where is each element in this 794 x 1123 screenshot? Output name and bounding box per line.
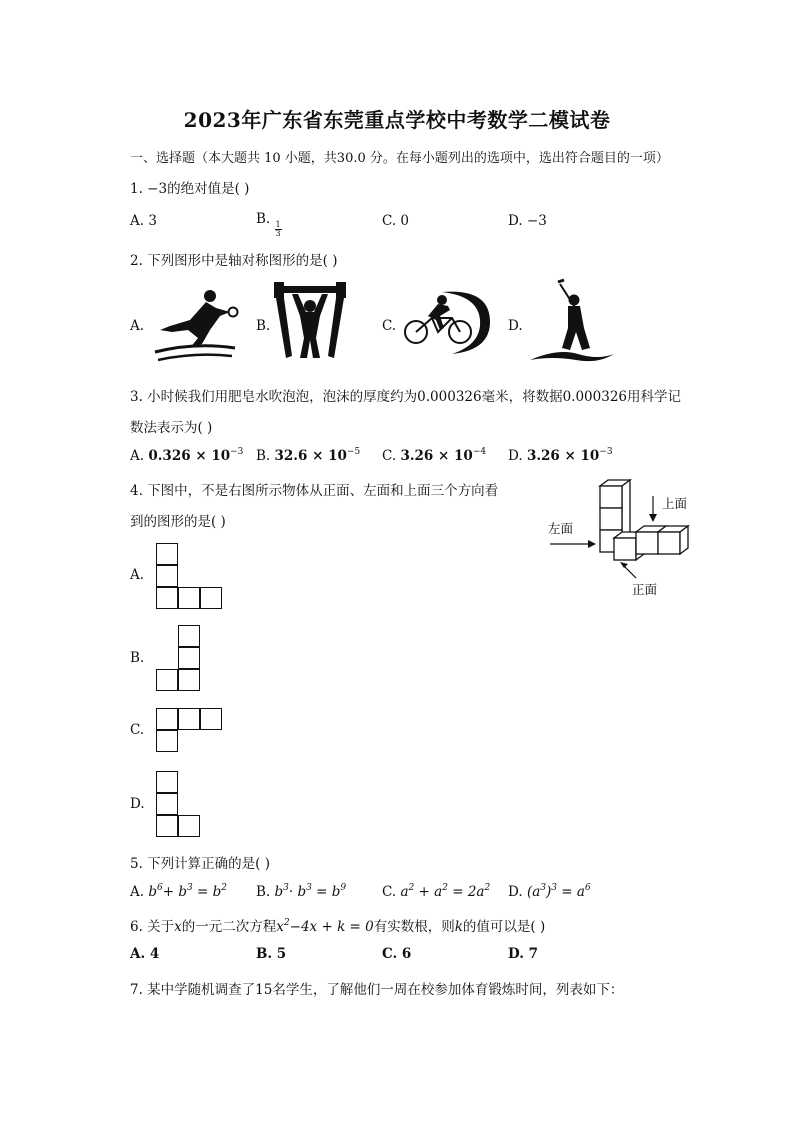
volleyball-pictogram bbox=[150, 282, 240, 362]
q3-option-b-exp: −5 bbox=[346, 447, 361, 457]
q5-option-a bbox=[130, 883, 227, 900]
q5-option-a-label: A. bbox=[130, 884, 145, 900]
q3-option-a-label: A. bbox=[130, 448, 145, 464]
q6-option-c: C. 6 bbox=[382, 946, 412, 962]
q6-stem-post: 有实数根，则 bbox=[373, 919, 455, 935]
q6-option-b: B. 5 bbox=[256, 946, 287, 962]
question-6-stem bbox=[130, 915, 545, 935]
q1-option-c: C. 0 bbox=[382, 213, 410, 229]
q3-option-d-exp: −3 bbox=[599, 447, 613, 457]
q4-option-a-grid bbox=[156, 543, 226, 609]
q2-option-d: D. bbox=[508, 318, 523, 334]
q3-option-a-base: 0.326 × 10 bbox=[148, 448, 231, 464]
q5-option-c bbox=[382, 883, 490, 900]
q3-option-a bbox=[130, 447, 243, 464]
q4-option-b-grid bbox=[156, 625, 206, 691]
fraction: $\frac{1}{3}$ bbox=[275, 220, 281, 238]
cycling-pictogram bbox=[402, 288, 494, 358]
q4-option-d: D. bbox=[130, 796, 145, 812]
q4-option-c: C. bbox=[130, 722, 145, 738]
q3-option-a-exp: −3 bbox=[230, 447, 244, 457]
q3-option-c-exp: −4 bbox=[472, 447, 487, 457]
label-front-view: 正面 bbox=[632, 583, 658, 597]
q3-option-d bbox=[508, 447, 613, 464]
question-4-stem-line1: 4. 下图中，不是右图所示物体从正面、左面和上面三个方向看 bbox=[130, 483, 499, 499]
q4-option-b: B. bbox=[130, 650, 145, 666]
q2-option-b: B. bbox=[256, 318, 271, 334]
q5-option-b-formula: $b^3\cdot b^3 = b^9$ bbox=[274, 883, 347, 900]
weightlifting-pictogram bbox=[270, 282, 350, 362]
q4-option-d-grid bbox=[156, 771, 206, 837]
label-top-view: 上面 bbox=[662, 497, 688, 511]
q1-option-d: D. −3 bbox=[508, 213, 547, 229]
q3-option-b-base: 32.6 × 10 bbox=[274, 448, 347, 464]
question-3-stem-line1: 3. 小时候我们用肥皂水吹泡泡，泡沫的厚度约为0.000326毫米，将数据0.000326用科学记 bbox=[130, 389, 682, 405]
page-title: 2023年广东省东莞重点学校中考数学二模试卷 bbox=[183, 108, 611, 132]
q5-option-d-formula: $(a^3)^3 = a^6$ bbox=[526, 883, 591, 900]
q4-option-c-grid bbox=[156, 708, 226, 754]
q5-option-a-formula: $b^6+ b^3 = b^2$ bbox=[148, 883, 227, 900]
q6-var-k: k bbox=[454, 919, 463, 935]
q3-option-d-label: D. bbox=[508, 448, 523, 464]
section-heading: 一、选择题（本大题共 10 小题，共30.0 分。在每小题列出的选项中，选出符合题目的一项） bbox=[130, 151, 669, 166]
q5-option-c-formula: $a^2 + a^2 = 2a^2$ bbox=[400, 883, 491, 900]
q5-option-d-label: D. bbox=[508, 884, 523, 900]
q5-option-d bbox=[508, 883, 591, 900]
q1-option-a: A. 3 bbox=[130, 213, 157, 229]
cube-stack-figure bbox=[540, 478, 700, 603]
q6-option-a: A. 4 bbox=[130, 946, 160, 962]
q5-option-c-label: C. bbox=[382, 884, 397, 900]
q3-option-c-label: C. bbox=[382, 448, 397, 464]
q1-option-b bbox=[256, 211, 282, 238]
q3-option-c-base: 3.26 × 10 bbox=[400, 448, 473, 464]
q3-option-b bbox=[256, 447, 360, 464]
question-1-stem: 1. −3的绝对值是( ) bbox=[130, 181, 250, 197]
q6-stem-pre: 6. 关于 bbox=[130, 919, 175, 935]
question-7-stem: 7. 某中学随机调查了15名学生，了解他们一周在校参加体育锻炼时间，列表如下： bbox=[130, 982, 624, 998]
question-4-stem-line2: 到的图形的是( ) bbox=[130, 514, 226, 530]
golf-pictogram bbox=[528, 278, 618, 366]
q6-var-x: x bbox=[174, 919, 182, 935]
question-3-stem-line2: 数法表示为( ) bbox=[130, 420, 213, 436]
q6-stem-mid: 的一元二次方程 bbox=[181, 919, 277, 935]
question-2-stem: 2. 下列图形中是轴对称图形的是( ) bbox=[130, 253, 338, 269]
q2-option-c: C. bbox=[382, 318, 397, 334]
q6-stem-end: 的值可以是( ) bbox=[462, 919, 546, 935]
label-left-view: 左面 bbox=[548, 522, 574, 536]
q5-option-b-label: B. bbox=[256, 884, 271, 900]
q3-option-c bbox=[382, 447, 486, 464]
q6-equation: $x^2-4x + k = 0$ bbox=[276, 918, 374, 935]
q2-option-a: A. bbox=[130, 318, 145, 334]
q5-option-b bbox=[256, 883, 346, 900]
q4-option-a: A. bbox=[130, 567, 145, 583]
q1-option-b-label: B. bbox=[256, 211, 271, 227]
q3-option-b-label: B. bbox=[256, 448, 271, 464]
q3-option-d-base: 3.26 × 10 bbox=[526, 448, 600, 464]
q6-option-d: D. 7 bbox=[508, 946, 539, 962]
question-5-stem: 5. 下列计算正确的是( ) bbox=[130, 856, 270, 872]
